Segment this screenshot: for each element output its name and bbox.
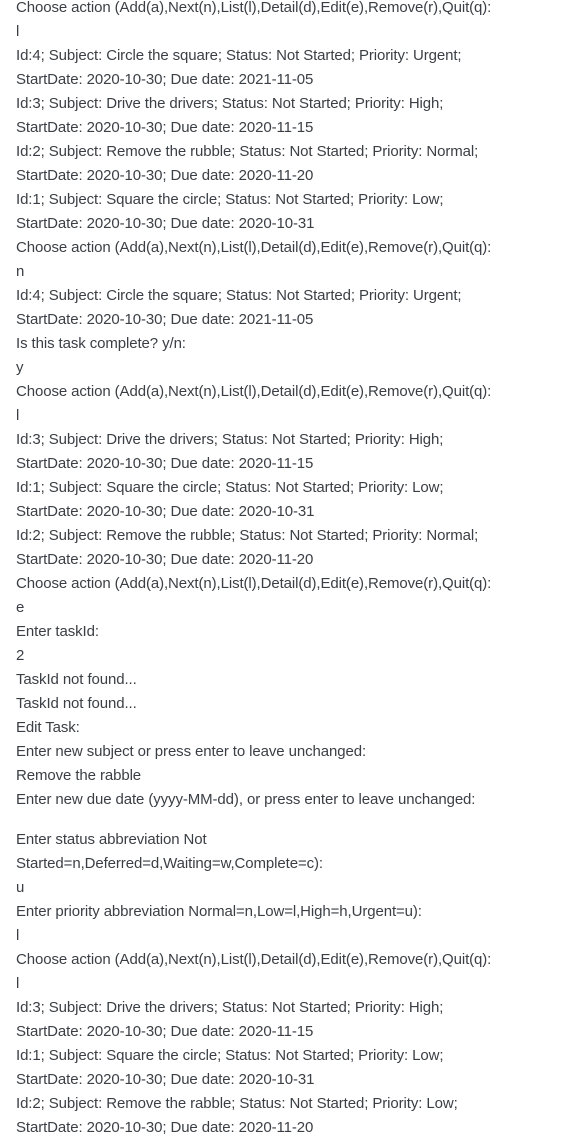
prompt-line: Choose action (Add(a),Next(n),List(l),Detail(d),Edit(e),Remove(r),Quit(q): [16,575,492,592]
task-line: StartDate: 2020-10-30; Due date: 2020-11-20 [16,1119,314,1136]
user-input-line: y [16,359,24,376]
task-line: Id:1; Subject: Square the circle; Status: Not Started; Priority: Low; [16,1047,444,1064]
task-line: StartDate: 2020-10-30; Due date: 2020-10-31 [16,1071,315,1088]
message-line: TaskId not found... [16,695,137,712]
task-line: Id:1; Subject: Square the circle; Status: Not Started; Priority: Low; [16,191,444,208]
message-line: Edit Task: [16,719,80,736]
message-line: TaskId not found... [16,671,137,688]
prompt-line: Enter taskId: [16,623,99,640]
task-line: Id:1; Subject: Square the circle; Status: Not Started; Priority: Low; [16,479,444,496]
task-line: StartDate: 2020-10-30; Due date: 2020-11-15 [16,119,314,136]
task-line: Id:2; Subject: Remove the rubble; Status: Not Started; Priority: Normal; [16,527,479,544]
user-input-line: l [16,407,20,424]
prompt-line: Choose action (Add(a),Next(n),List(l),Detail(d),Edit(e),Remove(r),Quit(q): [16,383,492,400]
user-input-line: u [16,879,25,896]
console-output [16,0,576,1140]
prompt-line: Choose action (Add(a),Next(n),List(l),Detail(d),Edit(e),Remove(r),Quit(q): [16,0,492,16]
task-line: StartDate: 2020-10-30; Due date: 2020-11-20 [16,551,314,568]
prompt-line: Enter priority abbreviation Normal=n,Low=l,High=h,Urgent=u): [16,903,422,920]
task-line: StartDate: 2020-10-30; Due date: 2020-11-15 [16,1023,314,1040]
prompt-line: Started=n,Deferred=d,Waiting=w,Complete=c): [16,855,323,872]
prompt-line: Enter status abbreviation Not [16,831,207,848]
blank-line [16,812,576,828]
prompt-line: Enter new subject or press enter to leave unchanged: [16,743,367,760]
task-line: Id:3; Subject: Drive the drivers; Status: Not Started; Priority: High; [16,999,444,1016]
task-line: Id:3; Subject: Drive the drivers; Status: Not Started; Priority: High; [16,431,444,448]
user-input-line: l [16,975,20,992]
user-input-line: 2 [16,647,25,664]
task-line: StartDate: 2020-10-30; Due date: 2021-11-05 [16,311,314,328]
prompt-line: Enter new due date (yyyy-MM-dd), or press enter to leave unchanged: [16,791,476,808]
prompt-line: Choose action (Add(a),Next(n),List(l),Detail(d),Edit(e),Remove(r),Quit(q): [16,239,492,256]
user-input-line: l [16,927,20,944]
task-line: Id:4; Subject: Circle the square; Status: Not Started; Priority: Urgent; [16,287,462,304]
task-line: Id:3; Subject: Drive the drivers; Status: Not Started; Priority: High; [16,95,444,112]
task-line: StartDate: 2020-10-30; Due date: 2020-10-31 [16,503,315,520]
task-line: Id:2; Subject: Remove the rabble; Status: Not Started; Priority: Low; [16,1095,458,1112]
task-line: Id:2; Subject: Remove the rubble; Status: Not Started; Priority: Normal; [16,143,479,160]
task-line: StartDate: 2020-10-30; Due date: 2020-10-31 [16,215,315,232]
user-input-line: Remove the rabble [16,767,142,784]
task-line: StartDate: 2020-10-30; Due date: 2020-11-20 [16,167,314,184]
task-line: Id:4; Subject: Circle the square; Status: Not Started; Priority: Urgent; [16,47,462,64]
prompt-line: Choose action (Add(a),Next(n),List(l),Detail(d),Edit(e),Remove(r),Quit(q): [16,951,492,968]
user-input-line: n [16,263,25,280]
user-input-line: e [16,599,25,616]
user-input-line: l [16,23,20,40]
task-line: StartDate: 2020-10-30; Due date: 2020-11-15 [16,455,314,472]
prompt-line: Is this task complete? y/n: [16,335,186,352]
task-line: StartDate: 2020-10-30; Due date: 2021-11-05 [16,71,314,88]
